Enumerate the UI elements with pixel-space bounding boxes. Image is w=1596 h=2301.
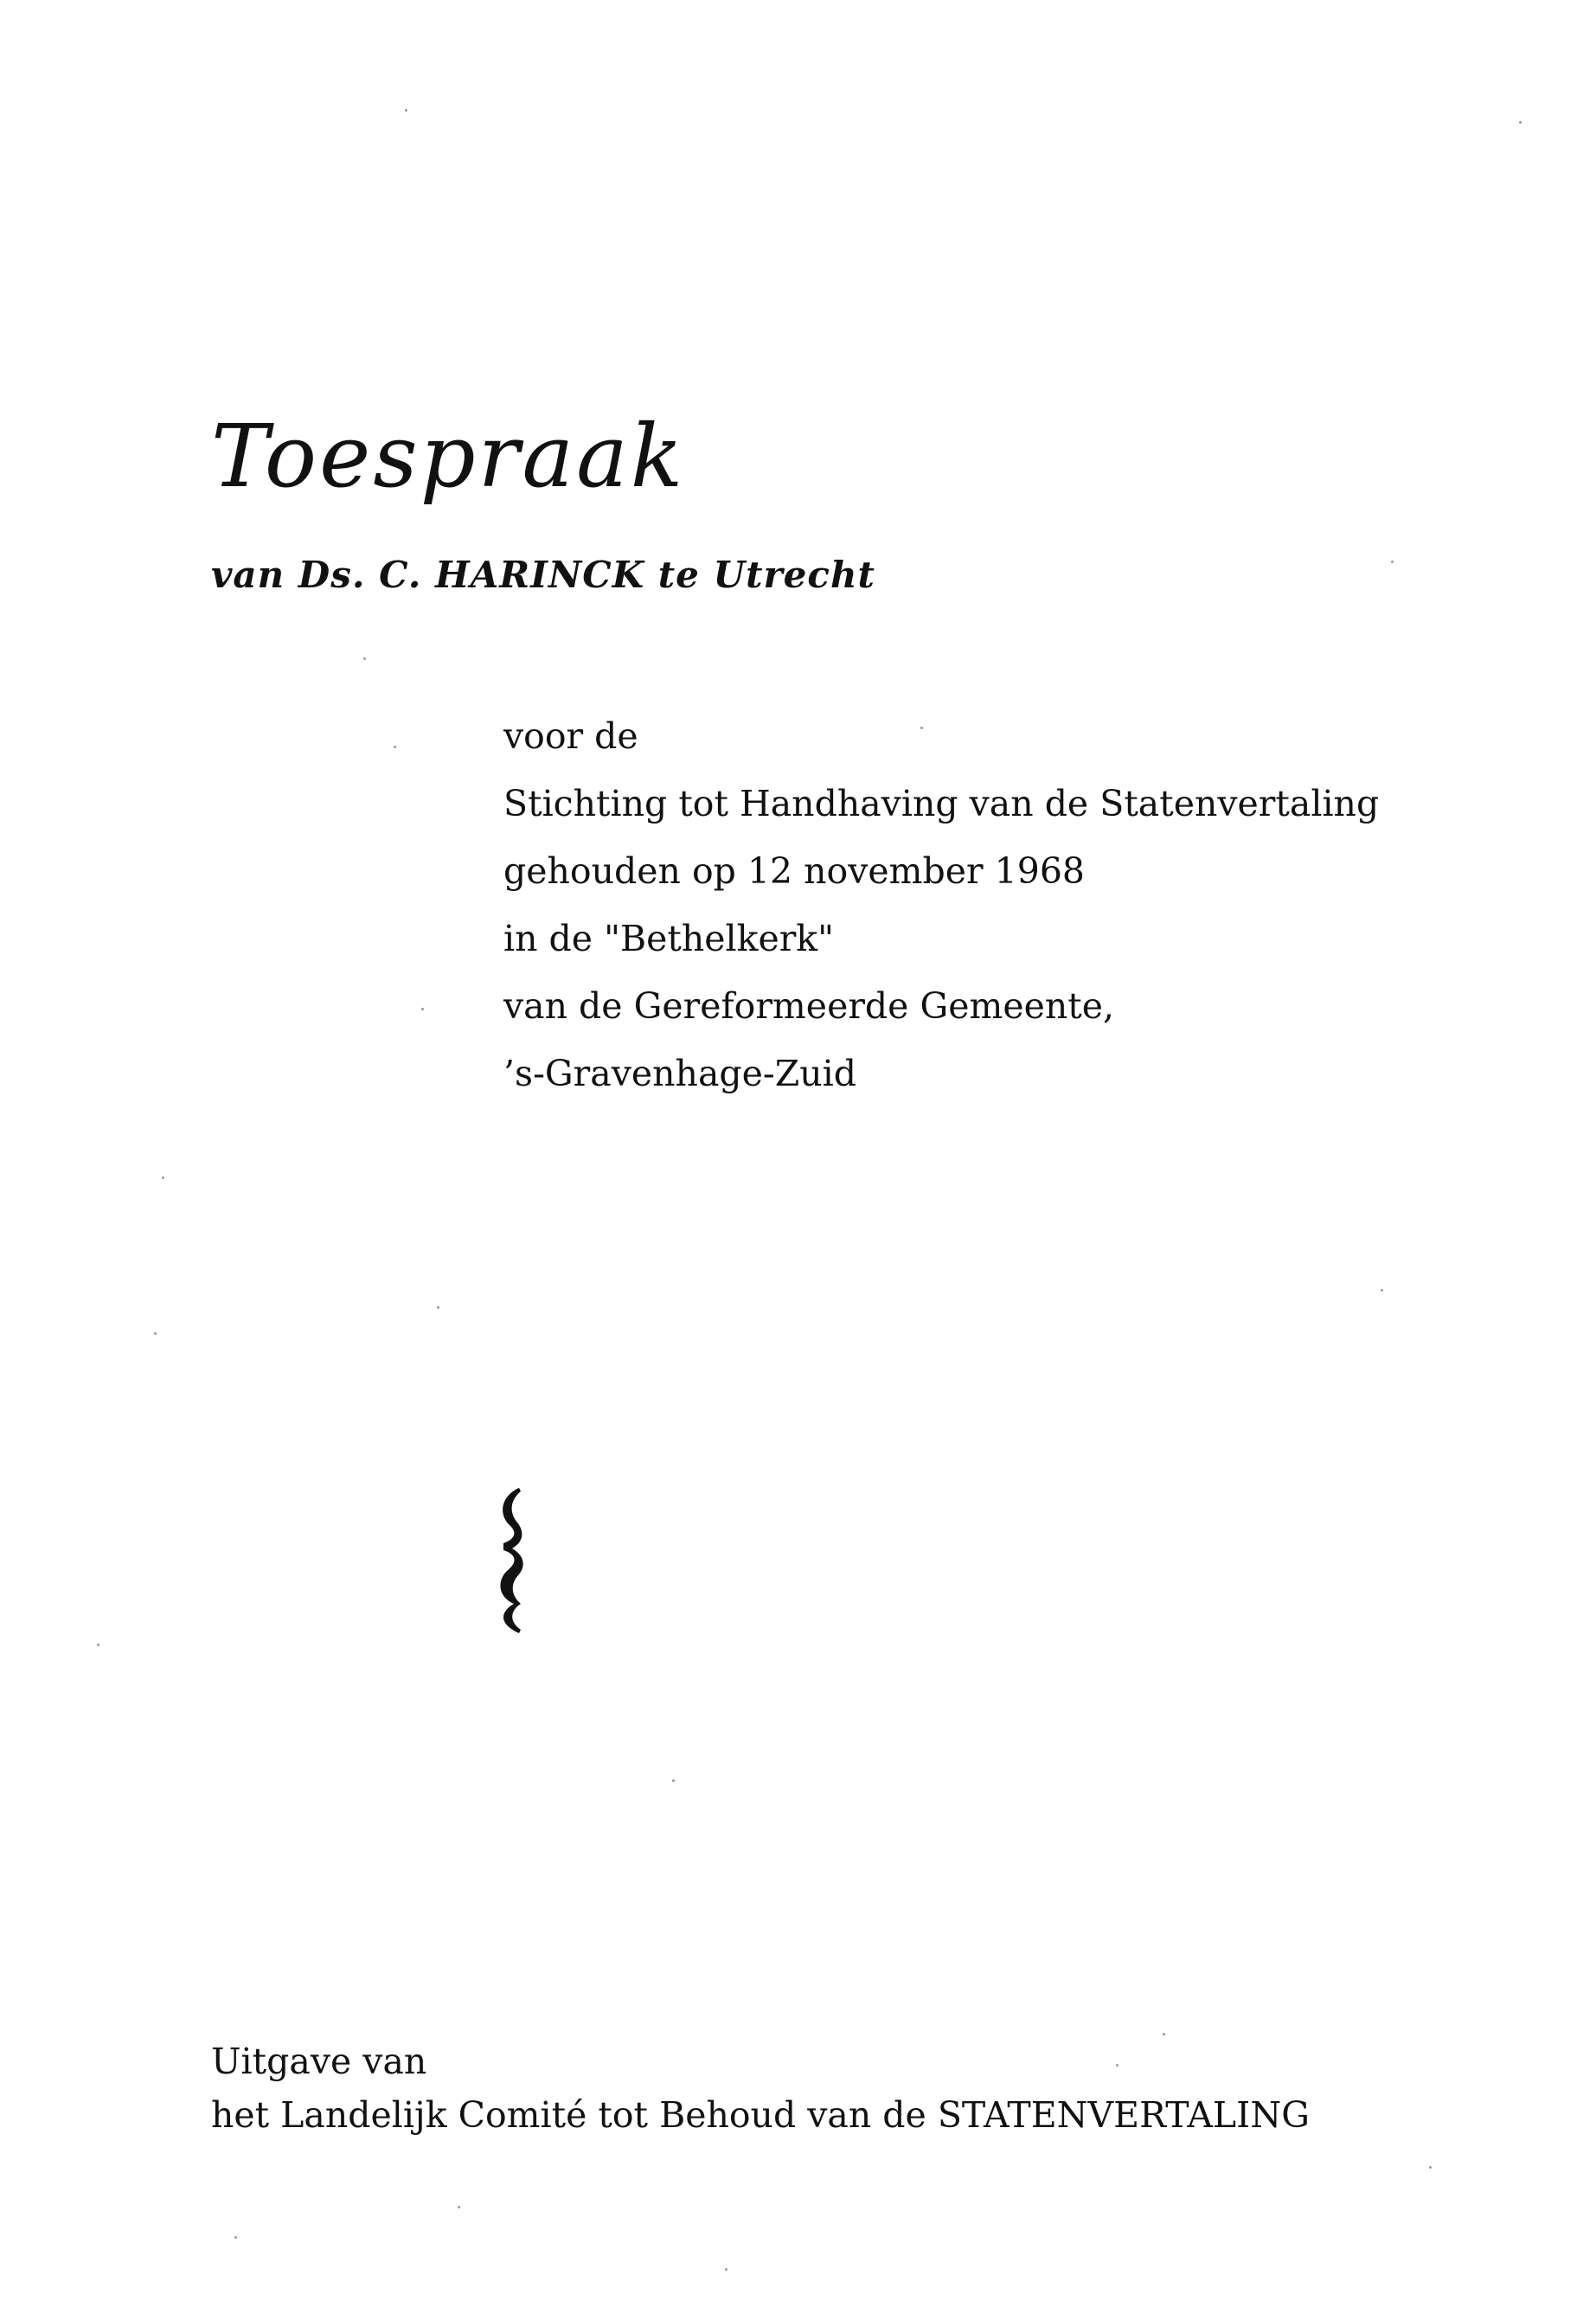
brace-ornament-icon (484, 1481, 545, 1637)
publisher-line: het Landelijk Comité tot Behoud van de STATENVERTALING (211, 2094, 1310, 2136)
scan-speck (725, 2268, 727, 2271)
scan-speck (405, 109, 407, 112)
details-line: Stichting tot Handhaving van de Statenvertaling (503, 783, 1380, 824)
scan-speck (162, 1176, 164, 1179)
scan-speck (363, 657, 366, 660)
scan-speck (154, 1332, 157, 1335)
scan-speck (1391, 561, 1394, 563)
scan-speck (394, 746, 396, 748)
scan-speck (1381, 1289, 1383, 1292)
details-line: van de Gereformeerde Gemeente, (503, 985, 1115, 1027)
scan-speck (1519, 121, 1522, 124)
document-title: Toespraak (211, 406, 686, 507)
scan-speck (458, 2206, 460, 2208)
scan-speck (234, 2236, 237, 2239)
scan-speck (672, 1779, 675, 1782)
scan-speck (97, 1644, 99, 1646)
scan-speck (421, 1008, 424, 1010)
scan-speck (1429, 2166, 1432, 2169)
publisher-block (211, 2035, 1310, 2142)
publisher-line: Uitgave van (211, 2041, 427, 2082)
details-line: ’s-Gravenhage-Zuid (503, 1053, 857, 1094)
scan-speck (1163, 2033, 1165, 2035)
details-line: gehouden op 12 november 1968 (503, 850, 1085, 892)
scan-speck (1116, 2064, 1118, 2067)
scan-speck (920, 727, 923, 729)
document-subtitle: van Ds. C. HARINCK te Utrecht (211, 554, 875, 596)
details-line: voor de (503, 715, 638, 757)
occasion-details (503, 702, 1379, 1107)
details-line: in de "Bethelkerk" (503, 918, 835, 959)
scan-speck (437, 1306, 439, 1309)
